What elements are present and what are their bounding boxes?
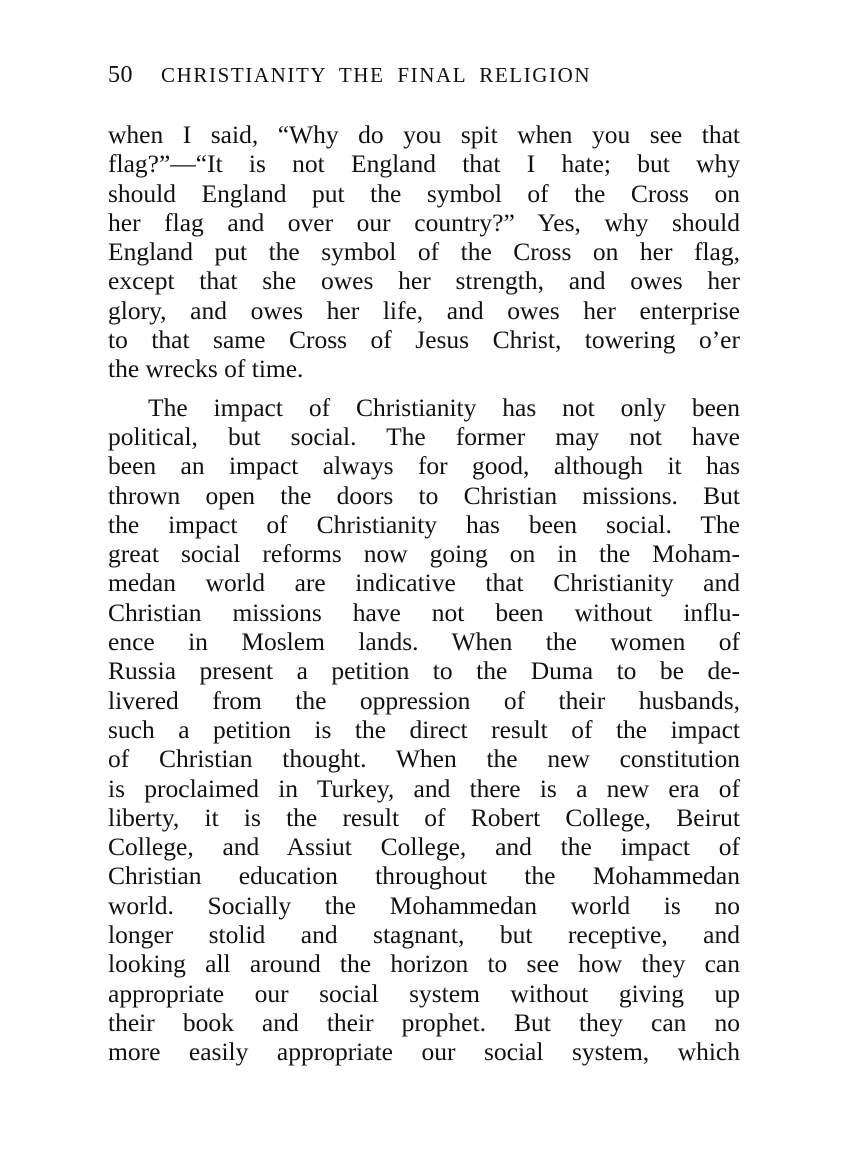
text-line: Christian education throughout the Mohammedan [108,861,740,891]
text-line: her flag and over our country?” Yes, why should [108,207,740,237]
text-line: College, and Assiut College, and the impact of [108,832,740,862]
text-line: England put the symbol of the Cross on her flag, [108,237,740,267]
text-line: longer stolid and stagnant, but receptive, and [108,920,740,950]
text-line: flag?”—“It is not England that I hate; but why [108,149,740,179]
body-text [108,120,740,1067]
text-line: medan world are indicative that Christianity and [108,568,740,598]
text-line: should England put the symbol of the Cross on [108,178,740,208]
text-line: of Christian thought. When the new constitution [108,744,740,774]
text-line: when I said, “Why do you spit when you see that [108,120,740,149]
text-line: appropriate our social system without giving up [108,978,740,1008]
text-line: to that same Cross of Jesus Christ, towering o’er [108,325,740,355]
paragraph-2 [108,393,740,1067]
running-title: CHRISTIANITY THE FINAL RELIGION [161,63,592,87]
text-line: Christian missions have not been without influ- [108,597,740,627]
running-head [108,62,740,102]
text-line: the impact of Christianity has been social. The [108,509,740,539]
text-line: Russia present a petition to the Duma to be de- [108,656,740,686]
paragraph-1 [108,120,740,384]
page-number: 50 [108,62,133,88]
text-line: except that she owes her strength, and owes her [108,266,740,296]
text-line: ence in Moslem lands. When the women of [108,627,740,657]
text-line: thrown open the doors to Christian missions. But [108,480,740,510]
text-line: the wrecks of time. [108,354,304,384]
text-line: is proclaimed in Turkey, and there is a new era of [108,773,740,803]
text-line: livered from the oppression of their husbands, [108,685,740,715]
text-line: been an impact always for good, although it has [108,451,740,481]
text-line: political, but social. The former may not have [108,421,740,451]
text-line: their book and their prophet. But they can no [108,1007,740,1037]
text-line: The impact of Christianity has not only been [148,392,740,422]
text-line: world. Socially the Mohammedan world is no [108,890,740,920]
text-line: more easily appropriate our social system, which [108,1037,740,1067]
text-line: great social reforms now going on in the Moham- [108,539,740,569]
text-line: looking all around the horizon to see how they can [108,949,740,979]
text-line: such a petition is the direct result of the impact [108,714,740,744]
text-line: glory, and owes her life, and owes her enterprise [108,295,740,325]
book-page [108,62,740,1067]
text-line: liberty, it is the result of Robert College, Beirut [108,802,740,832]
